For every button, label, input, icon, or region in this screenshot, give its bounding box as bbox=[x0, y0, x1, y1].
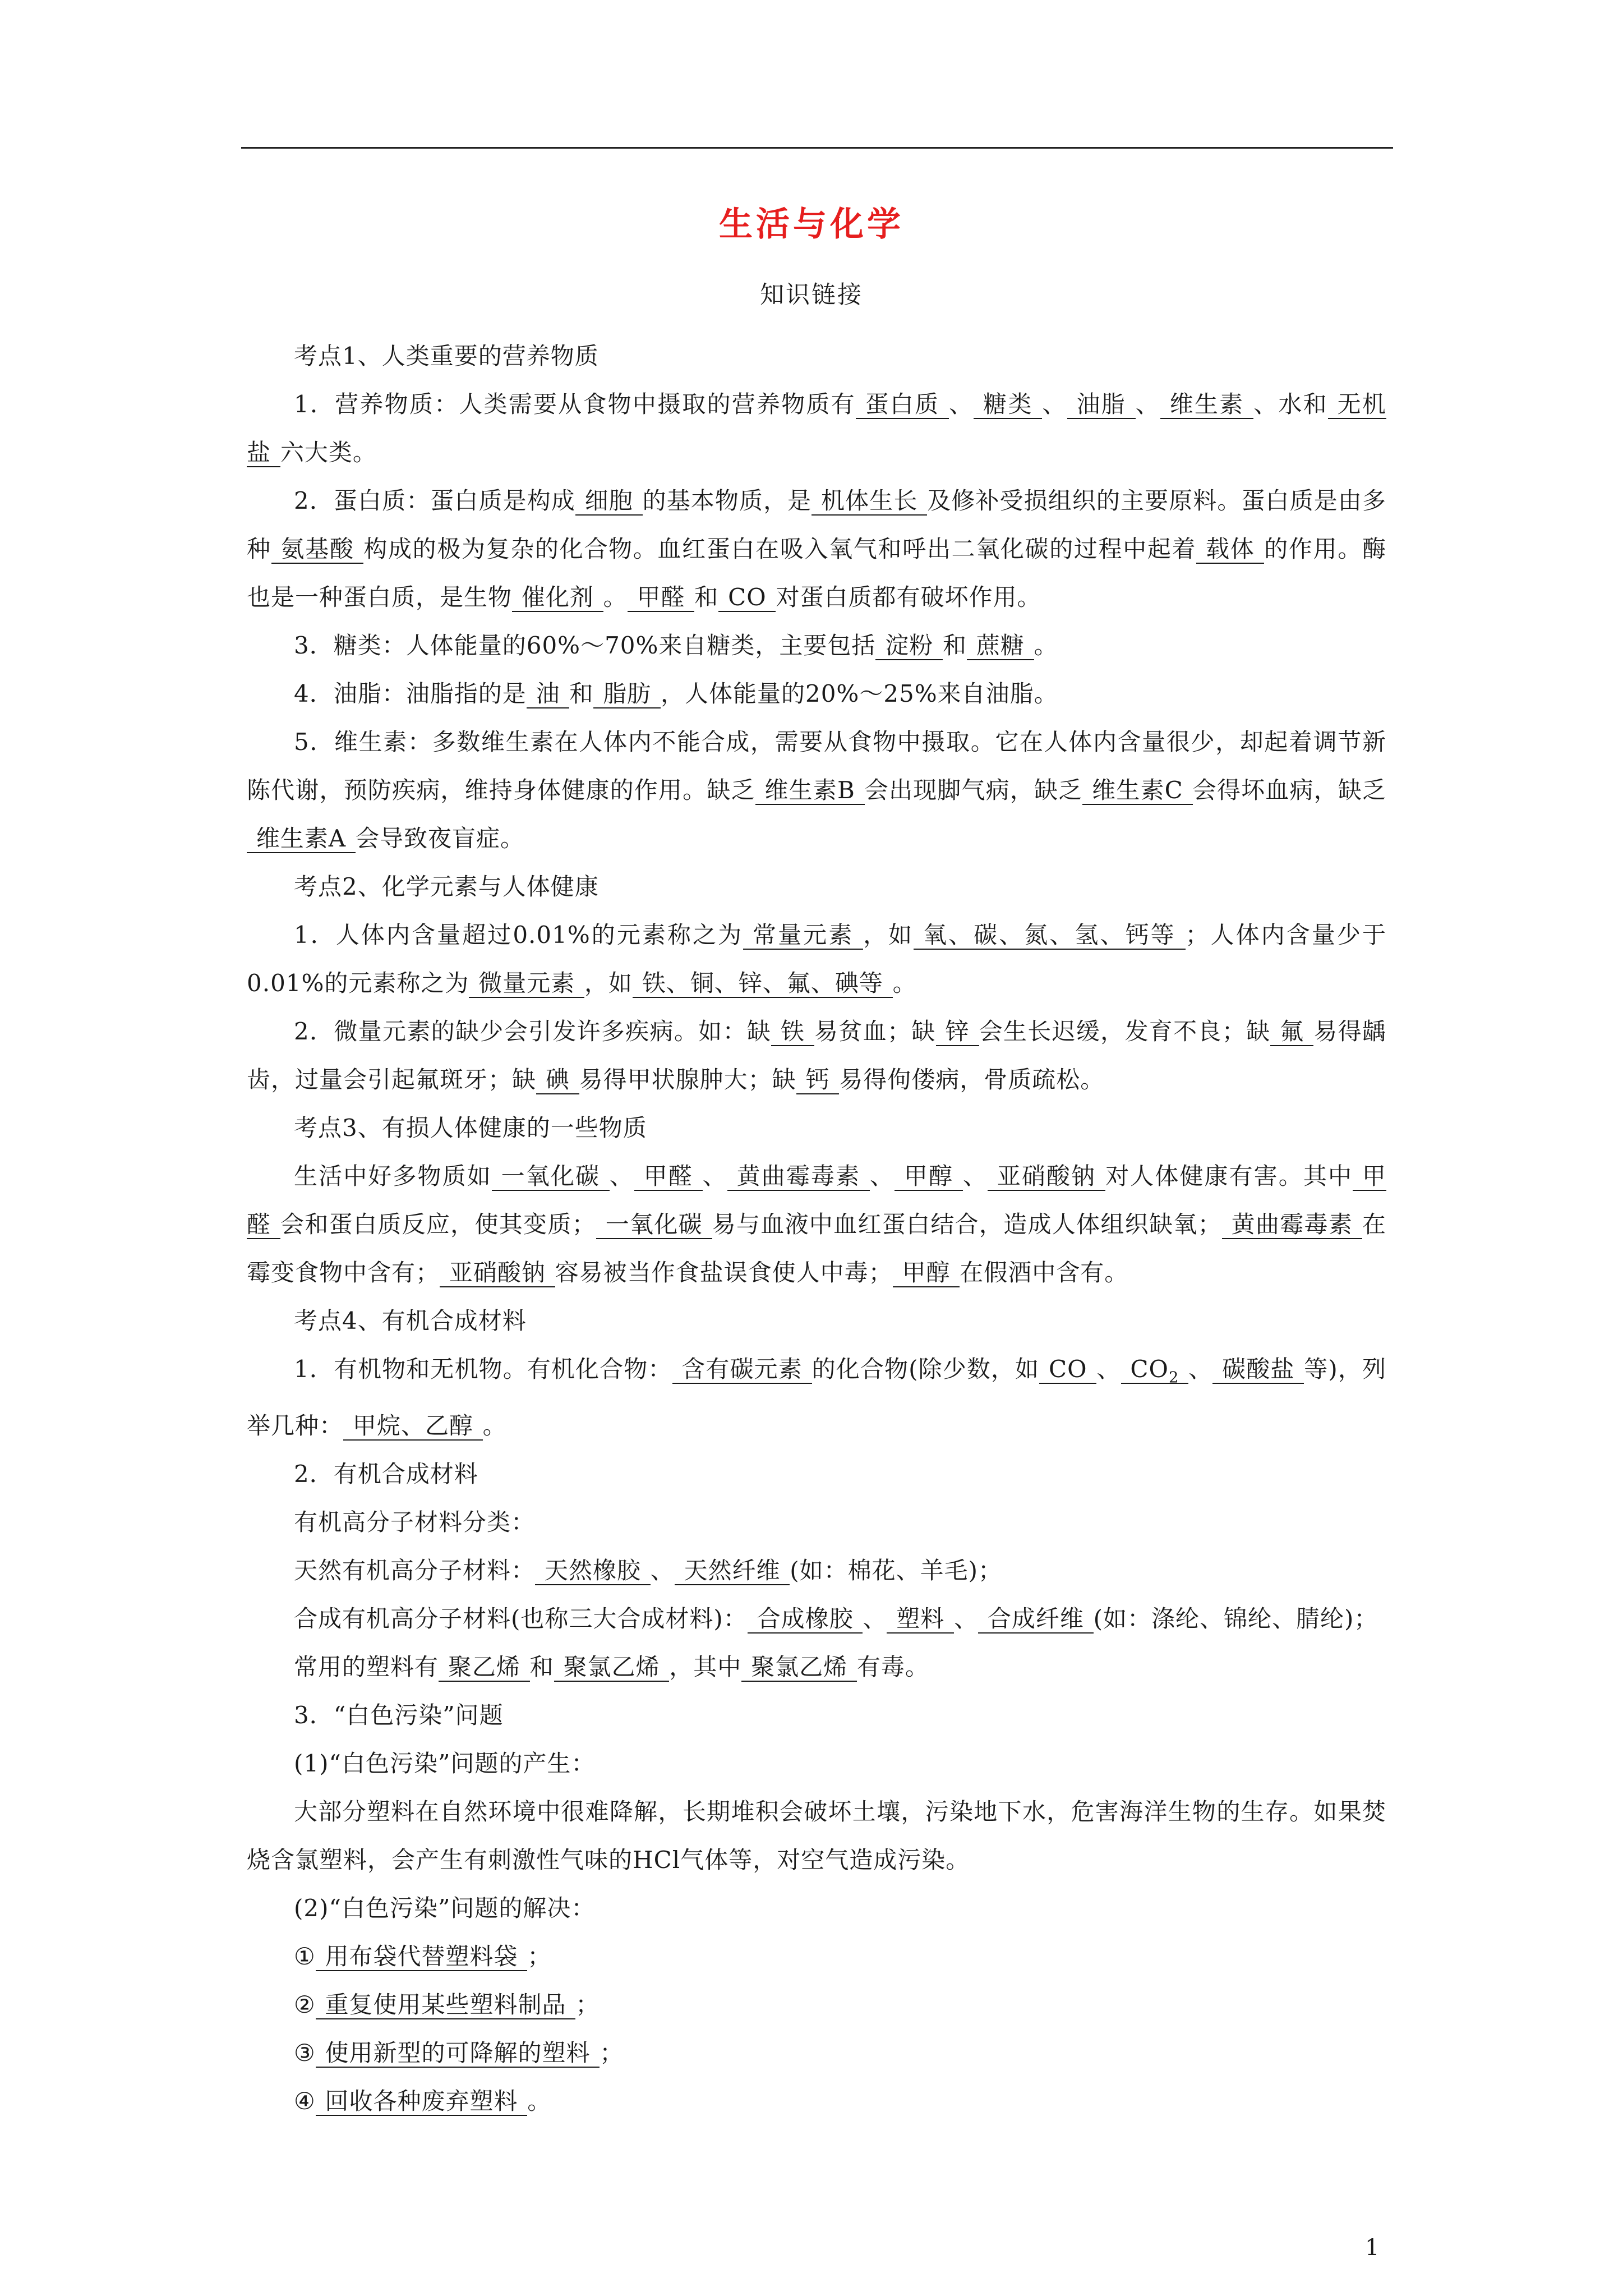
paragraph-elements: 1．人体内含量超过0.01%的元素称之为 常量元素 ，如 氧、碳、氮、氢、钙等 ；人体内含量少于0.01%的元素称之为 微量元素 ，如 铁、铜、锌、氟、碘等 。 bbox=[247, 921, 1386, 997]
section-heading-3: 考点3、有损人体健康的一些物质 bbox=[294, 1114, 647, 1142]
section-heading-2: 考点2、化学元素与人体健康 bbox=[294, 873, 599, 900]
header-rule bbox=[241, 147, 1393, 149]
paragraph-solution-heading: (2)“白色污染”问题的解决： bbox=[294, 1894, 596, 1922]
list-item: ② 重复使用某些塑料制品 ； bbox=[294, 1991, 600, 2019]
paragraph-synthetic: 合成有机高分子材料(也称三大合成材料)： 合成橡胶 、 塑料 、 合成纤维 (如：涤纶、锦纶、腈纶)； bbox=[294, 1605, 1378, 1633]
paragraph-cause-heading: (1)“白色污染”问题的产生： bbox=[294, 1750, 596, 1778]
paragraph-harmful: 生活中好多物质如 一氧化碳 、 甲醛 、 黄曲霉毒素 、 甲醇 、 亚硝酸钠 对人体健康有害。其中 甲醛 会和蛋白质反应，使其变质； 一氧化碳 易与血液中血红蛋白结合，造成人体组织缺氧； 黄曲霉毒素 在霉变食物中含有； 亚硝酸钠 容易被当作食盐误食使人中毒； 甲醇 在假酒中含有。 bbox=[247, 1162, 1386, 1286]
page-number: 1 bbox=[1365, 2235, 1380, 2261]
paragraph-synthetic-title: 2．有机合成材料 bbox=[294, 1460, 478, 1488]
page-subtitle: 知识链接 bbox=[760, 281, 863, 309]
paragraph-fat: 4．油脂：油脂指的是 油 和 脂肪 ，人体能量的20%～25%来自油脂。 bbox=[294, 680, 1058, 707]
paragraph-classification: 有机高分子材料分类： bbox=[294, 1508, 536, 1536]
list-item: ③ 使用新型的可降解的塑料 ； bbox=[294, 2039, 624, 2067]
document-body bbox=[247, 332, 1386, 2125]
list-item: ④ 回收各种废弃塑料 。 bbox=[294, 2087, 552, 2115]
paragraph-vitamin: 5．维生素：多数维生素在人体内不能合成，需要从食物中摄取。它在人体内含量很少，却起着调节新陈代谢，预防疾病，维持身体健康的作用。缺乏 维生素B 会出现脚气病，缺乏 维生素C 会得坏血病，缺乏维生素A 会导致夜盲症。 bbox=[247, 728, 1386, 852]
paragraph-sugar: 3．糖类：人体能量的60%～70%来自糖类，主要包括 淀粉 和 蔗糖 。 bbox=[294, 632, 1058, 659]
paragraph-plastics: 常用的塑料有 聚乙烯 和 聚氯乙烯 ，其中 聚氯乙烯 有毒。 bbox=[294, 1653, 929, 1681]
paragraph-white-pollution: 3．“白色污染”问题 bbox=[294, 1701, 504, 1729]
paragraph-organic: 1．有机物和无机物。有机化合物： 含有碳元素 的化合物(除少数，如 CO 、 $CO_2$ 、 碳酸盐 等)，列举几种： 甲烷、乙醇 。 bbox=[247, 1355, 1386, 1440]
paragraph-protein: 2．蛋白质：蛋白质是构成 细胞 的基本物质，是 机体生长 及修补受损组织的主要原料。蛋白质是由多种 氨基酸 构成的极为复杂的化合物。血红蛋白在吸入氧气和呼出二氧化碳的过程中起着 载体 的作用。酶也是一种蛋白质，是生物 催化剂 。 甲醛 和 CO 对蛋白质都有破坏作用。 bbox=[247, 487, 1386, 611]
page-title: 生活与化学 bbox=[719, 205, 904, 244]
section-heading-4: 考点4、有机合成材料 bbox=[294, 1307, 527, 1335]
list-item: ① 用布袋代替塑料袋 ； bbox=[294, 1943, 552, 1971]
paragraph-trace-elements: 2．微量元素的缺少会引发许多疾病。如：缺 铁 易贫血；缺 锌 会生长迟缓，发育不良；缺 氟 易得龋齿，过量会引起氟斑牙；缺 碘 易得甲状腺肿大；缺 钙 易得佝偻病，骨质疏松。 bbox=[247, 1018, 1386, 1093]
paragraph-natural: 天然有机高分子材料： 天然橡胶 、 天然纤维 (如：棉花、羊毛)； bbox=[294, 1557, 1003, 1585]
paragraph-nutrients: 1．营养物质：人类需要从食物中摄取的营养物质有 蛋白质 、 糖类 、 油脂 、 维生素 、水和 无机盐 六大类。 bbox=[247, 390, 1386, 466]
section-heading-1: 考点1、人类重要的营养物质 bbox=[294, 342, 599, 370]
paragraph-cause: 大部分塑料在自然环境中很难降解，长期堆积会破坏土壤，污染地下水，危害海洋生物的生存。如果焚烧含氯塑料，会产生有刺激性气味的HCl气体等，对空气造成污染。 bbox=[247, 1798, 1386, 1874]
